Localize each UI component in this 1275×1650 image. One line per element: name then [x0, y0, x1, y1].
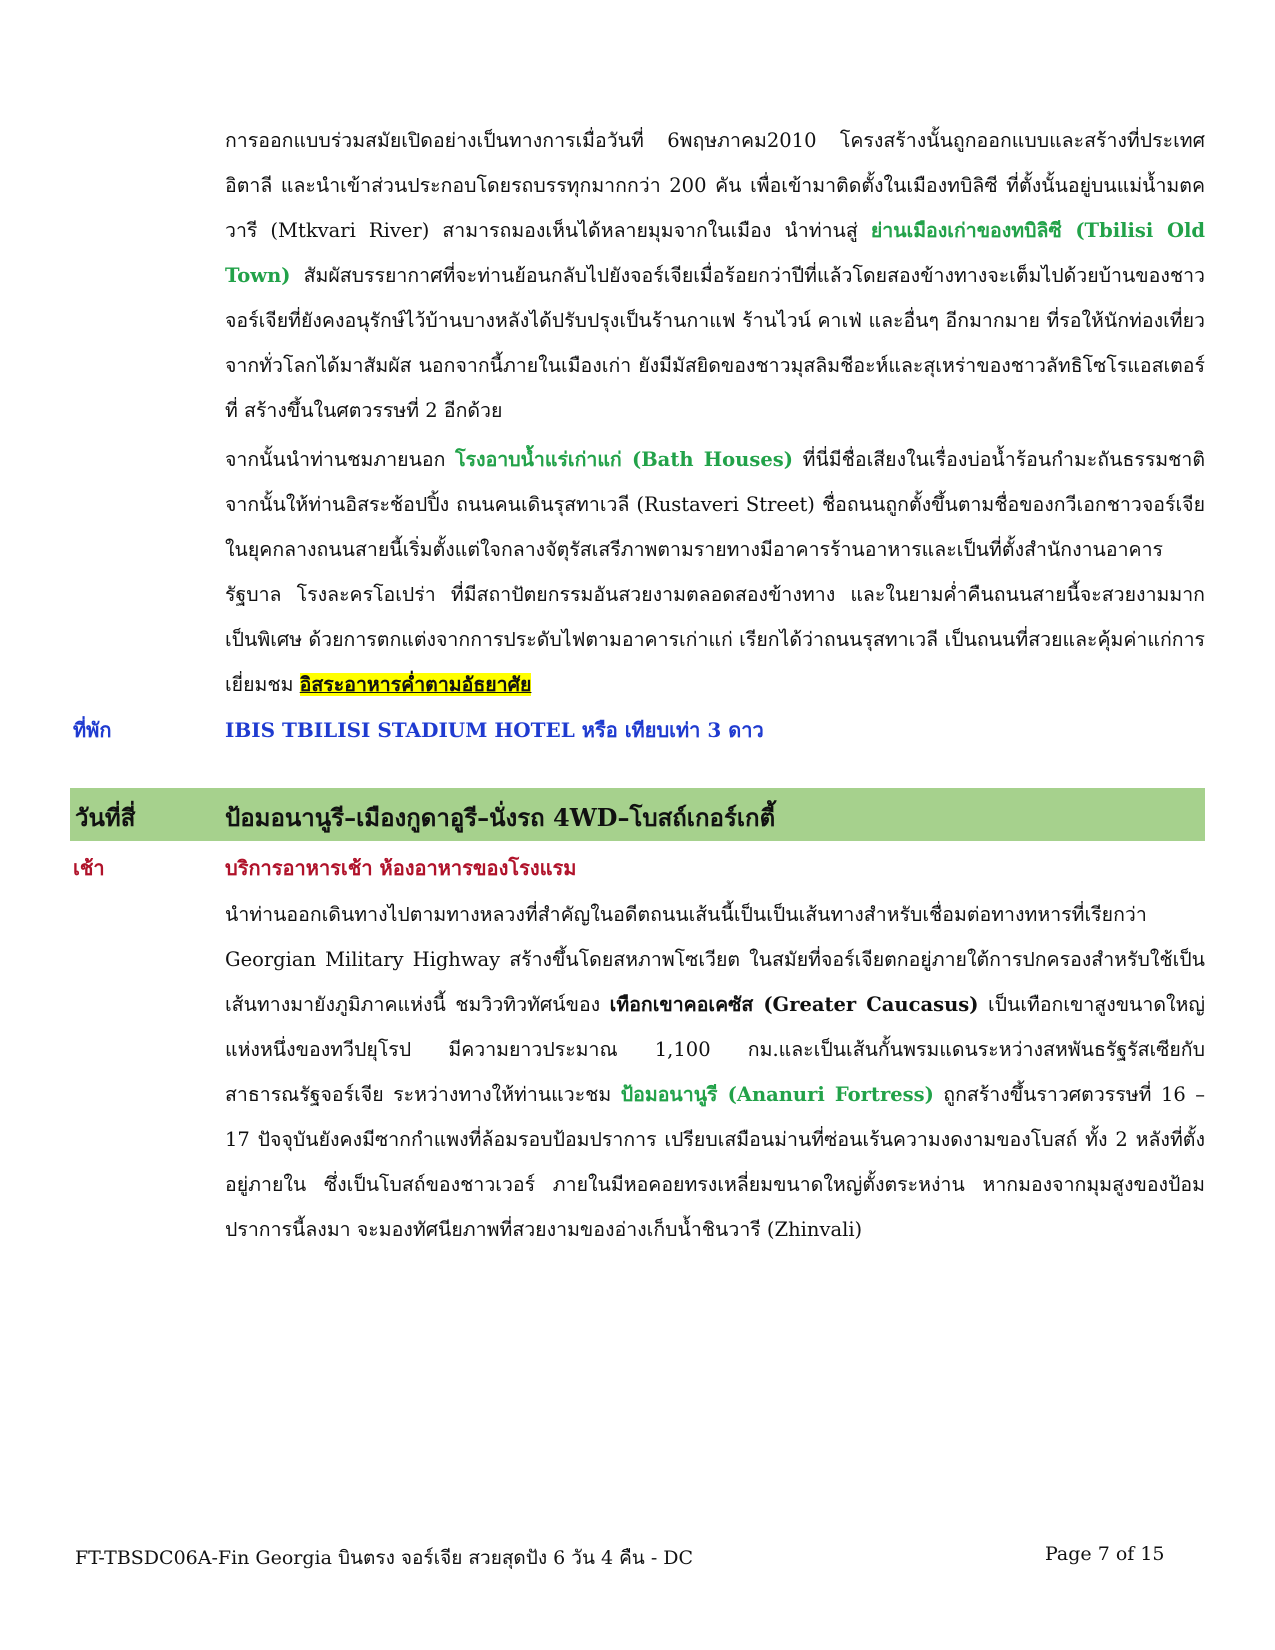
- text-run: นำท่านออกเดินทางไปตามทางหลวงที่สำคัญในอดีตถนนเส้นนี้เป็นเป็นเส้นทางสำหรับเชื่อมต่อทางทหารที่เรียกว่า Georgian Military Highway สร้างขึ้นโดยสหภาพโซเวียต ในสมัยที่จอร์เจียตกอยู่ภายใต้การปกครองสำหรับใช้เป็นเส้นทางมายังภูมิภาคแห่งนี้ ชมวิวทิวทัศน์ของ: [225, 903, 1205, 1016]
- breakfast-value: บริการอาหารเช้า ห้องอาหารของโรงแรม: [225, 856, 577, 880]
- highlight-old-town: ย่านเมืองเก่าของทบิลิซี (Tbilisi Old Town): [225, 219, 1205, 287]
- paragraph-military-highway: [225, 892, 1205, 1252]
- paragraph-bath-houses: [225, 437, 1205, 707]
- paragraph-text: [225, 892, 1205, 1252]
- text-run: การออกแบบร่วมสมัยเปิดอย่างเป็นทางการเมื่อวันที่ 6พฤษภาคม2010 โครงสร้างนั้นถูกออกแบบและสร้างที่ประเทศอิตาลี และนำเข้าส่วนประกอบโดยรถบรรทุกมากกว่า 200 คัน เพื่อเข้ามาติดตั้งในเมืองทบิลิซี ที่ตั้งนั้นอยู่บนแม่น้ำมตควารี (Mtkvari River) สามารถมองเห็นได้หลายมุมจากในเมือง นำท่านสู่: [225, 129, 1205, 242]
- paragraph-text: [225, 437, 1205, 707]
- text-run: เป็นเทือกเขาสูงขนาดใหญ่แห่งหนึ่งของทวีปยุโรป มีความยาวประมาณ 1,100 กม.และเป็นเส้นกั้นพรมแดนระหว่างสหพันธรัฐรัสเซียกับสาธารณรัฐจอร์เจีย ระหว่างทางให้ท่านแวะชม: [225, 993, 1205, 1106]
- dinner-highlight: อิสระอาหารค่ำตามอัธยาศัย: [299, 673, 532, 696]
- text-run: ถูกสร้างขึ้นราวศตวรรษที่ 16 – 17 ปัจจุบันยังคงมีซากกำแพงที่ล้อมรอบป้อมปราการ เปรียบเสมือนม่านที่ซ่อนเร้นความงดงามของโบสถ์ ทั้ง 2 หลังที่ตั้งอยู่ภายใน ซึ่งเป็นโบสถ์ของชาวเวอร์ ภายในมีหอคอยทรงเหลี่ยมขนาดใหญ่ตั้งตระหง่าน หากมองจากมุมสูงของป้อมปราการนี้ลงมา จะมองทัศนียภาพที่สวยงามของอ่างเก็บน้ำชินวารี (Zhinvali): [225, 1083, 1205, 1241]
- footer-page-number: Page 7 of 15: [1045, 1543, 1165, 1565]
- day-label: วันที่สี่: [75, 803, 136, 832]
- paragraph-text: [225, 118, 1205, 433]
- day-title: ป้อมอนานูรี–เมืองกูดาอูรี–นั่งรถ 4WD–โบสถ์เกอร์เกตี้: [225, 803, 776, 832]
- highlight-ananuri: ป้อมอนานูรี (Ananuri Fortress): [620, 1083, 934, 1106]
- breakfast-label: เช้า: [73, 856, 105, 880]
- lodging-hotel: IBIS TBILISI STADIUM HOTEL หรือ เทียบเท่า 3 ดาว: [225, 718, 764, 742]
- paragraph-tbilisi-old-town: [225, 118, 1205, 433]
- text-run: สัมผัสบรรยากาศที่จะท่านย้อนกลับไปยังจอร์เจียเมื่อร้อยกว่าปีที่แล้วโดยสองข้างทางจะเต็มไปด้วยบ้านของชาวจอร์เจียที่ยังคงอนุรักษ์ไว้บ้านบางหลังได้ปรับปรุงเป็นร้านกาแฟ ร้านไวน์ คาเฟ่ และอื่นๆ อีกมากมาย ที่รอให้นักท่องเที่ยวจากทั่วโลกได้มาสัมผัส นอกจากนี้ภายในเมืองเก่า ยังมีมัสยิดของชาวมุสลิมชีอะห์และสุเหร่าของชาวลัทธิโซโรแอสเตอร์ที่ สร้างขึ้นในศตวรรษที่ 2 อีกด้วย: [225, 264, 1205, 422]
- day-header-bar: [70, 788, 1205, 841]
- highlight-caucasus: เทือกเขาคอเคซัส (Greater Caucasus): [609, 993, 979, 1016]
- footer-document-code: FT-TBSDC06A-Fin Georgia บินตรง จอร์เจีย สวยสุดปัง 6 วัน 4 คืน - DC: [75, 1547, 694, 1569]
- highlight-bath-houses: โรงอาบน้ำแร่เก่าแก่ (Bath Houses): [455, 448, 793, 471]
- lodging-label: ที่พัก: [73, 718, 112, 742]
- text-run: จากนั้นนำท่านชมภายนอก: [225, 448, 456, 471]
- text-run: ที่นี่มีชื่อเสียงในเรื่องบ่อน้ำร้อนกำมะถันธรรมชาติ จากนั้นให้ท่านอิสระช้อปปิ้ง ถนนคนเดินรุสทาเวลี (Rustaveri Street) ชื่อถนนถูกตั้งขึ้นตามชื่อของกวีเอกชาวจอร์เจียในยุคกลางถนนสายนี้เริ่มตั้งแต่ใจกลางจัตุรัสเสรีภาพตามรายทางมีอาคารร้านอาหารและเป็นที่ตั้งสำนักงานอาคารรัฐบาล โรงละครโอเปร่า ที่มีสถาปัตยกรรมอันสวยงามตลอดสองข้างทาง และในยามค่ำคืนถนนสายนี้จะสวยงามมากเป็นพิเศษ ด้วยการตกแต่งจากการประดับไฟตามอาคารเก่าแก่ เรียกได้ว่าถนนรุสทาเวลี เป็นถนนที่สวยและคุ้มค่าแก่การเยี่ยมชม: [225, 448, 1205, 696]
